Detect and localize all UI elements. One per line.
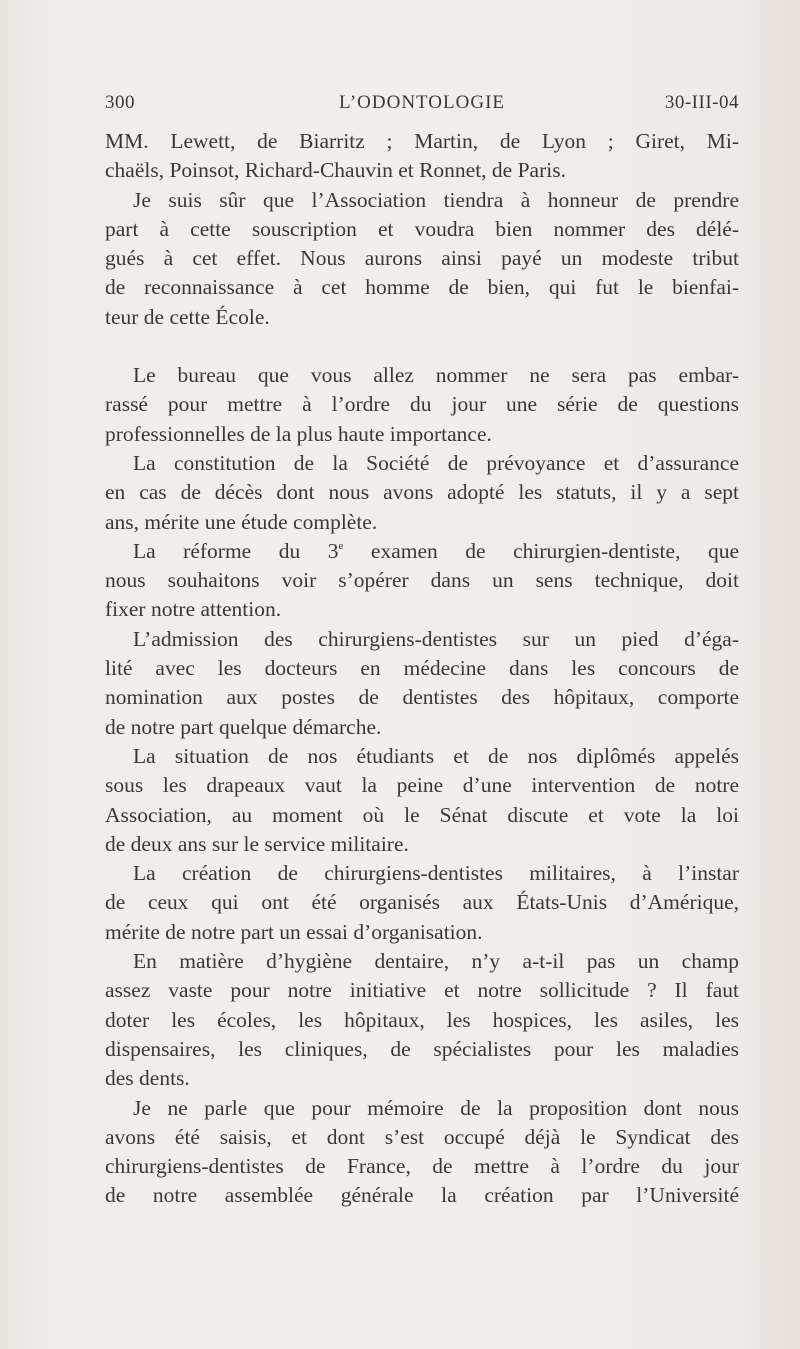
text-line: chirurgiens-dentistes de France, de mettre à l’ordre du jour bbox=[105, 1154, 739, 1179]
text-line: MM. Lewett, de Biarritz ; Martin, de Lyon ; Giret, Mi- bbox=[105, 129, 739, 153]
text-line bbox=[105, 595, 739, 624]
text-line: mérite de notre part un essai d’organisation. bbox=[105, 919, 483, 944]
text-line: nomination aux postes de dentistes des hôpitaux, comporte bbox=[105, 685, 739, 710]
body-text bbox=[105, 127, 739, 1211]
text-line: sous les drapeaux vaut la peine d’une intervention de notre bbox=[105, 773, 739, 798]
text-line: assez vaste pour notre initiative et notre sollicitude ? Il faut bbox=[105, 978, 739, 1003]
text-line: Je ne parle que pour mémoire de la proposition dont nous bbox=[133, 1095, 739, 1120]
text-line: Je suis sûr que l’Association tiendra à honneur de prendre bbox=[133, 187, 739, 212]
issue-date: 30-III-04 bbox=[664, 92, 739, 113]
paragraph bbox=[105, 186, 739, 332]
paragraph bbox=[105, 625, 739, 742]
text-line bbox=[105, 537, 739, 566]
page-number: 300 bbox=[105, 92, 135, 113]
text-line: En matière d’hygiène dentaire, n’y a-t-il pas un champ bbox=[133, 949, 739, 974]
paragraph bbox=[105, 742, 739, 859]
text-fragment: examen de chirurgien-dentiste, que bbox=[343, 538, 739, 563]
paragraph bbox=[105, 127, 739, 186]
text-line: Le bureau que vous allez nommer ne sera pas embar- bbox=[133, 363, 739, 388]
text-line: teur de cette École. bbox=[105, 304, 270, 329]
text-line: lité avec les docteurs en médecine dans les concours de bbox=[105, 656, 739, 681]
text-line: La situation de nos étudiants et de nos diplômés appelés bbox=[133, 743, 739, 768]
text-fragment: nous souhaitons voir s’opérer dans un sens technique, doit bbox=[105, 568, 739, 593]
paragraph bbox=[105, 537, 739, 625]
text-line: La création de chirurgiens-dentistes militaires, à l’instar bbox=[133, 861, 739, 886]
text-line: avons été saisis, et dont s’est occupé déjà le Syndicat des bbox=[105, 1124, 739, 1149]
paragraph bbox=[105, 947, 739, 1093]
text-line bbox=[105, 566, 739, 595]
text-line: Association, au moment où le Sénat discute et vote la loi bbox=[105, 802, 739, 827]
text-line: de ceux qui ont été organisés aux États-Unis d’Amérique, bbox=[105, 890, 739, 915]
text-line: de reconnaissance à cet homme de bien, qui fut le bienfai- bbox=[105, 275, 739, 300]
text-line: chaëls, Poinsot, Richard-Chauvin et Ronnet, de Paris. bbox=[105, 158, 566, 183]
text-line: La constitution de la Société de prévoyance et d’assurance bbox=[133, 450, 739, 475]
paragraph bbox=[105, 361, 739, 449]
text-line: doter les écoles, les hôpitaux, les hospices, les asiles, les bbox=[105, 1007, 739, 1032]
text-line: professionnelles de la plus haute importance. bbox=[105, 421, 492, 446]
text-line: de notre part quelque démarche. bbox=[105, 714, 382, 739]
text-line: L’admission des chirurgiens-dentistes sur un pied d’éga- bbox=[133, 626, 739, 651]
text-line: rassé pour mettre à l’ordre du jour une série de questions bbox=[105, 392, 739, 417]
journal-title: L’ODONTOLOGIE bbox=[338, 92, 506, 113]
text-line: gués à cet effet. Nous aurons ainsi payé un modeste tribut bbox=[105, 246, 739, 271]
text-line: des dents. bbox=[105, 1066, 190, 1091]
paragraph bbox=[105, 859, 739, 947]
text-line: de notre assemblée générale la création par l’Université bbox=[105, 1183, 739, 1208]
paragraph bbox=[105, 449, 739, 537]
running-header bbox=[105, 92, 739, 122]
text-line: part à cette souscription et voudra bien nommer des délé- bbox=[105, 216, 739, 241]
text-fragment: fixer notre attention. bbox=[105, 597, 282, 622]
text-line: ans, mérite une étude complète. bbox=[105, 509, 378, 534]
ordinal-superscript: e bbox=[338, 539, 344, 552]
paragraph bbox=[105, 1094, 739, 1211]
text-line: en cas de décès dont nous avons adopté les statuts, il y a sept bbox=[105, 480, 739, 505]
text-fragment: La réforme du 3 bbox=[133, 538, 339, 563]
text-line: de deux ans sur le service militaire. bbox=[105, 831, 409, 856]
text-line: dispensaires, les cliniques, de spécialistes pour les maladies bbox=[105, 1036, 739, 1061]
